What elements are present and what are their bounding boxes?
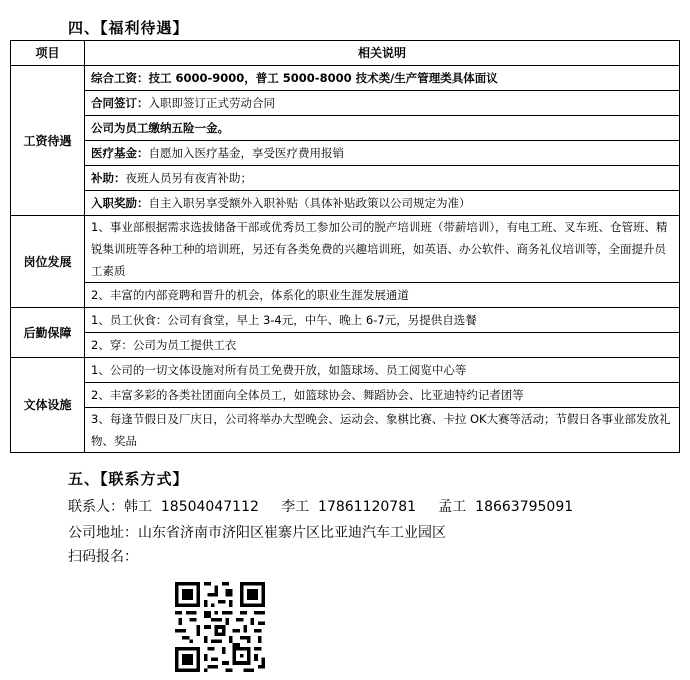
header-description: 相关说明: [85, 41, 680, 66]
contact-people: 联系人：韩工 18504047112 李工 17861120781 孟工 18663795091: [68, 499, 574, 515]
detail-cell: [85, 91, 680, 116]
detail-cell: 2、穿：公司为员工提供工衣: [85, 333, 680, 358]
detail-label: 综合工资：: [91, 71, 149, 85]
detail-label: 公司为员工缴纳五险一金。: [91, 121, 229, 135]
detail-text: 自主入职另享受额外入职补贴（具体补贴政策以公司规定为准）: [148, 196, 471, 210]
category-cell: 后勤保障: [11, 308, 85, 358]
detail-text: 技工 6000-9000，普工 5000-8000 技术类/生产管理类具体面议: [148, 71, 498, 85]
detail-cell: 2、丰富多彩的各类社团面向全体员工，如篮球协会、舞蹈协会、比亚迪特约记者团等: [85, 383, 680, 408]
contact-address: 公司地址：山东省济南市济阳区崔寨片区比亚迪汽车工业园区: [68, 525, 446, 541]
category-cell: 文体设施: [11, 358, 85, 453]
table-row: [11, 408, 680, 453]
detail-cell: 1、公司的一切文体设施对所有员工免费开放，如篮球场、员工阅览中心等: [85, 358, 680, 383]
detail-label: 医疗基金：: [91, 146, 149, 160]
detail-label: 入职奖励：: [91, 196, 149, 210]
table-row: [11, 166, 680, 191]
table-row: [11, 358, 680, 383]
table-row: [11, 66, 680, 91]
detail-cell: 2、丰富的内部竞聘和晋升的机会，体系化的职业生涯发展通道: [85, 283, 680, 308]
detail-cell: [85, 66, 680, 91]
table-row: [11, 308, 680, 333]
detail-text: 自愿加入医疗基金，享受医疗费用报销: [148, 146, 344, 160]
table-row: [11, 141, 680, 166]
detail-text: 夜班人员另有夜宵补助；: [125, 171, 252, 185]
header-item: 项目: [11, 41, 85, 66]
benefits-table: [10, 40, 680, 453]
category-cell: 工资待遇: [11, 66, 85, 216]
detail-cell: 3、每逢节假日及厂庆日，公司将举办大型晚会、运动会、象棋比赛、卡拉 OK大赛等活动；节假日各事业部发放礼物、奖品: [85, 408, 680, 453]
table-row: [11, 191, 680, 216]
detail-cell: [85, 141, 680, 166]
benefits-section-title: 四、【福利待遇】: [68, 19, 189, 37]
table-row: [11, 283, 680, 308]
detail-cell: [85, 116, 680, 141]
detail-cell: [85, 166, 680, 191]
table-row: [11, 216, 680, 283]
qr-code[interactable]: [175, 582, 265, 672]
table-row: [11, 91, 680, 116]
detail-label: 补助：: [91, 171, 126, 185]
detail-cell: 1、员工伙食：公司有食堂，早上 3-4元，中午、晚上 6-7元，另提供自选餐: [85, 308, 680, 333]
category-cell: 岗位发展: [11, 216, 85, 308]
detail-cell: [85, 191, 680, 216]
detail-cell: 1、事业部根据需求选拔储备干部或优秀员工参加公司的脱产培训班（带薪培训），有电工班、叉车班、仓管班、精锐集训班等各种工种的培训班，另还有各类免费的兴趣培训班，如英语、办公软件、商务礼仪培训等，全面提升员工素质: [85, 216, 680, 283]
detail-label: 合同签订：: [91, 96, 149, 110]
table-header-row: [11, 41, 680, 66]
contact-section-title: 五、【联系方式】: [68, 470, 189, 488]
table-row: [11, 383, 680, 408]
scan-to-apply-label: 扫码报名：: [68, 549, 138, 565]
detail-text: 入职即签订正式劳动合同: [148, 96, 275, 110]
table-row: [11, 333, 680, 358]
table-row: [11, 116, 680, 141]
